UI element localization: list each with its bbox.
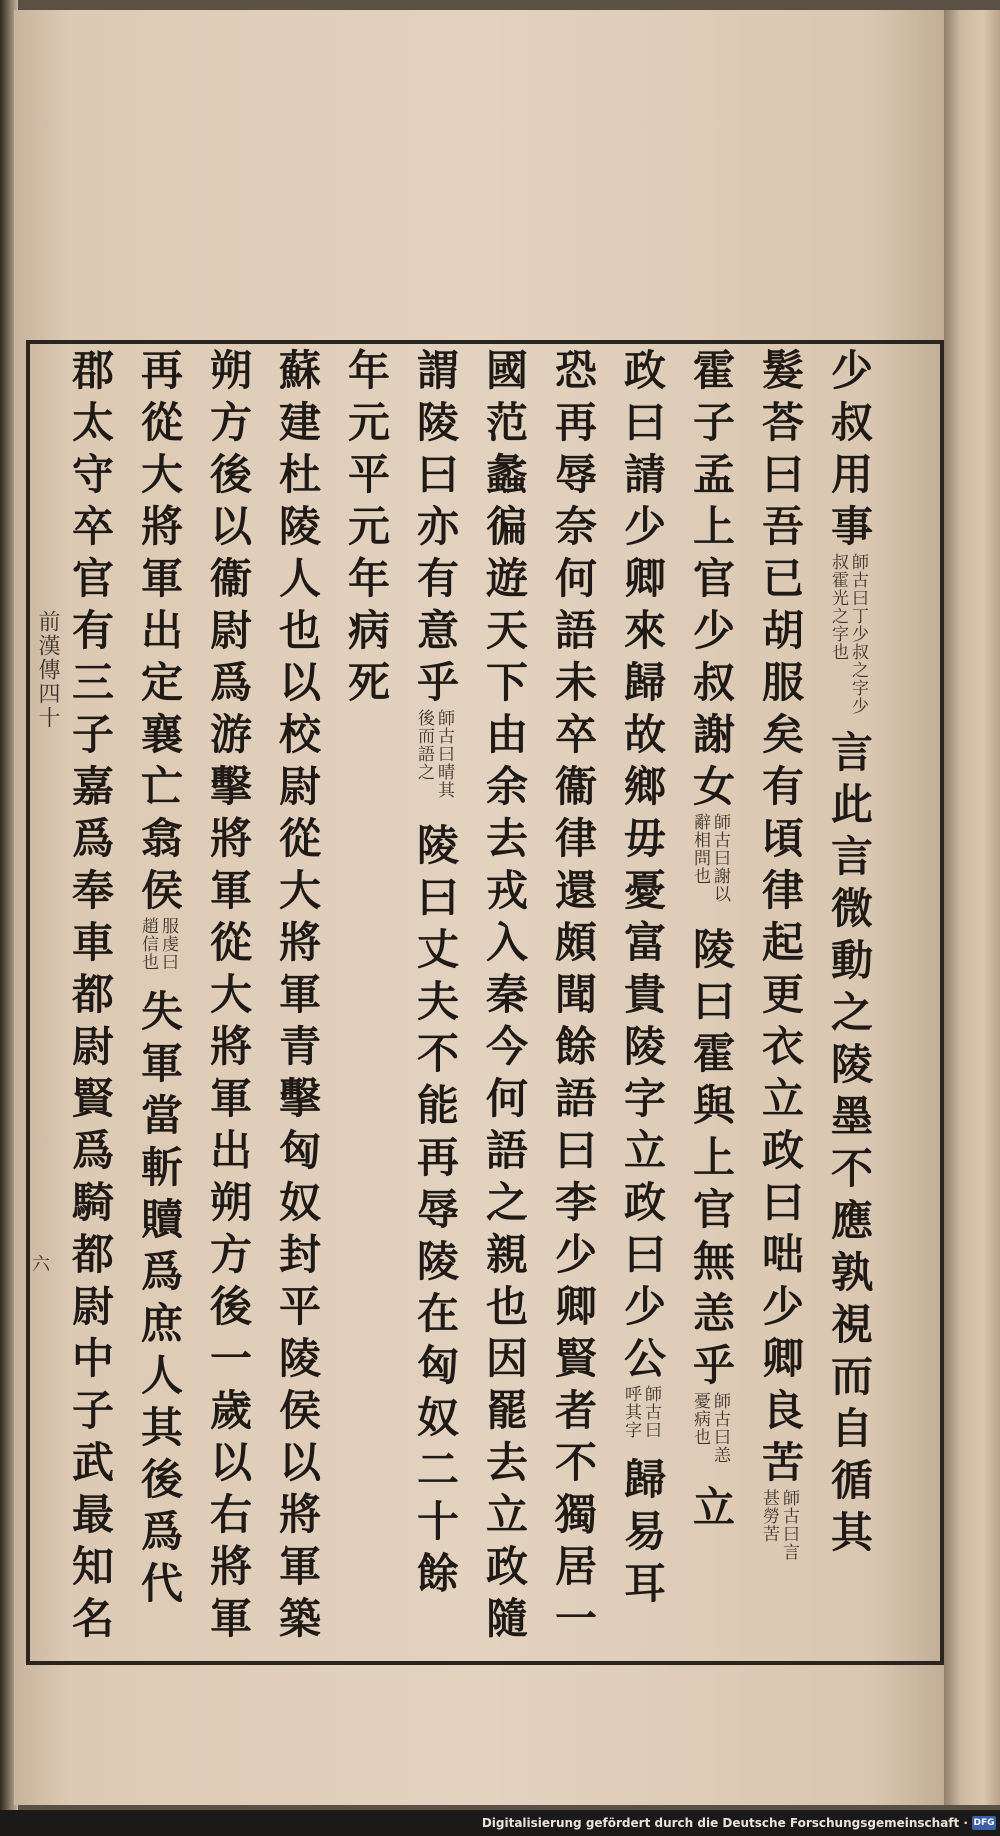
text-column-1-text2: 言 此 言 微 動 之 陵 墨 不 應 孰 視 而 自 循 其 (830, 728, 873, 1557)
text-column-8-text: 年 元 平 元 年 病 死 (347, 346, 390, 707)
dfg-logo-icon: DFG (973, 1818, 995, 1828)
next-leaf-edge (944, 10, 1000, 1805)
annotation-note: 師古曰恙憂病也 (690, 1392, 730, 1464)
annotation-note: 師古曰謝以辭相問也 (690, 813, 730, 903)
text-column-6-text: 國 范 蠡 徧 遊 天 下 由 余 去 戎 入 秦 今 何 語 之 親 也 因 罷 去 立 政 隨 (485, 346, 528, 1643)
footer-credit: Digitalisierung gefördert durch die Deutsche Forschungsgemeinschaft · (481, 1816, 968, 1830)
text-column-5-text: 恐 再 辱 奈 何 語 未 卒 衞 律 還 頗 聞 餘 語 曰 李 少 卿 賢 者 不 獨 居 一 (554, 346, 597, 1643)
text-column-3-text3: 立 (692, 1483, 735, 1532)
text-column-7-text: 謂 陵 曰 亦 有 意 乎 (416, 346, 459, 707)
folio-number: 六 (32, 1254, 50, 1275)
text-column-12-text: 郡 太 守 卒 官 有 三 子 嘉 爲 奉 車 都 尉 賢 爲 騎 都 尉 中 子 武 最 知 名 (71, 346, 114, 1643)
footer-bar (0, 1810, 1000, 1836)
text-column-7-text2: 陵 曰 丈 夫 不 能 再 辱 陵 在 匈 奴 二 十 餘 (416, 821, 459, 1598)
text-column-3-text: 霍 子 孟 上 官 少 叔 謝 女 (692, 346, 735, 811)
margin-label: 前漢傳四十 (35, 610, 60, 730)
annotation-note: 師古曰丁少叔之字少叔霍光之字也 (828, 553, 868, 715)
text-column-4-text2: 歸 易 耳 (623, 1455, 666, 1608)
annotation-note: 師古曰呼其字 (621, 1385, 661, 1439)
annotation-note: 服虔曰趙信也 (138, 917, 178, 971)
text-column-1-text: 少 叔 用 事 (830, 346, 873, 551)
text-column-11-text2: 失 軍 當 斬 贖 爲 庶 人 其 後 爲 代 (140, 987, 183, 1608)
text-column-4-text: 政 曰 請 少 卿 來 歸 故 鄉 毋 憂 富 貴 陵 字 立 政 曰 少 公 (623, 346, 666, 1383)
text-column-9-text: 蘇 建 杜 陵 人 也 以 校 尉 從 大 將 軍 青 擊 匈 奴 封 平 陵 侯 以 將 軍 築 (278, 346, 321, 1643)
text-column-10-text: 朔 方 後 以 衞 尉 爲 游 擊 將 軍 從 大 將 軍 出 朔 方 後 一 歲 以 右 將 軍 (209, 346, 252, 1643)
annotation-note: 師古曰言甚勞苦 (759, 1489, 799, 1561)
annotation-note: 師古曰晴其後而語之 (414, 709, 454, 799)
text-column-3-text2: 陵 曰 霍 與 上 官 無 恙 乎 (692, 925, 735, 1390)
text-column-2-text: 髮 荅 曰 吾 已 胡 服 矣 有 頃 律 起 更 衣 立 政 曰 咄 少 卿 良 苦 (761, 346, 804, 1487)
text-column-11-text: 再 從 大 將 軍 出 定 襄 亡 翕 侯 (140, 346, 183, 915)
